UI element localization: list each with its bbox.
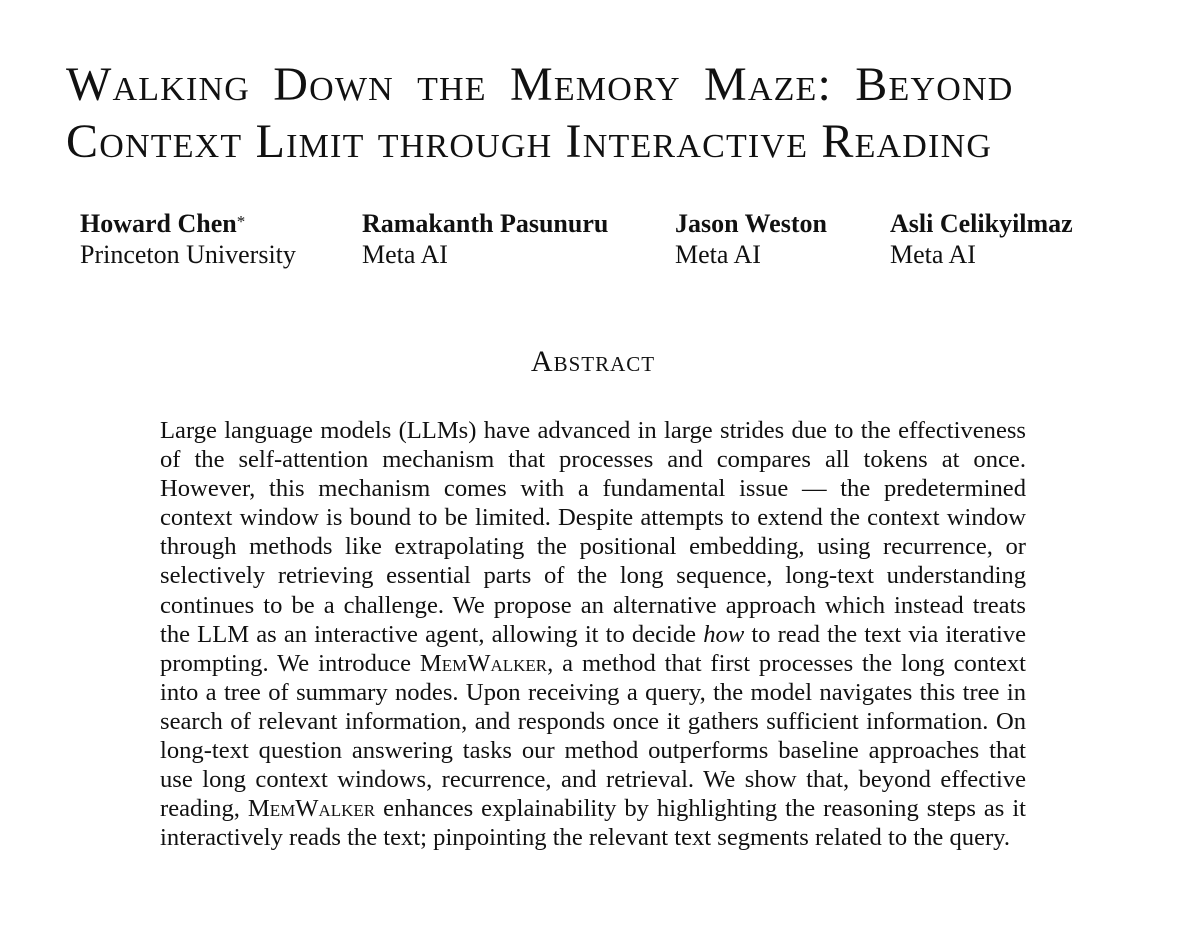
author-affiliation: Princeton University xyxy=(80,240,296,269)
emphasis-how: how xyxy=(703,620,745,648)
method-name: MemWalker xyxy=(419,649,548,677)
author-list xyxy=(0,208,1200,278)
author-affiliation: Meta AI xyxy=(675,240,761,269)
abstract-text: Large language models (LLMs) have advanced in large strides due to the effectiveness of the self-attention mechanism that processes and compares all tokens at once. However, this mechanism comes with a fundamental issue — the predetermined context window is bound to be limited. Despite attempts to extend the context window through methods like extrapolating the positional embedding, using recurrence, or selectively retrieving essential parts of the long sequence, long-text understanding continues to be a challenge. We propose an alternative approach which instead treats the LLM as an interactive agent, allowing it to decide how to read the text via iterative prompting. We introduce MemWalker, a method that first processes the long context into a tree of summary nodes. Upon receiving a query, the model navigates this tree in search of relevant information, and responds once it gathers sufficient information. On long-text question answering tasks our method outperforms baseline approaches that use long context windows, recurrence, and retrieval. We show that, beyond effective reading, MemWalker enhances explainability by highlighting the reasoning steps as it interactively reads the text; pinpointing the relevant text segments related to the query. xyxy=(160,417,1027,852)
author-name: Howard Chen* xyxy=(80,209,246,238)
paper-title xyxy=(66,56,1136,170)
author-affiliation: Meta AI xyxy=(890,240,976,269)
author-block xyxy=(80,208,296,270)
title-line-2: Context Limit through Interactive Reading xyxy=(66,115,993,168)
author-name: Ramakanth Pasunuru xyxy=(362,209,609,238)
footnote-marker: * xyxy=(236,212,246,231)
author-block xyxy=(362,208,608,270)
author-name: Jason Weston xyxy=(675,209,827,238)
author-block xyxy=(675,208,827,270)
author-block xyxy=(890,208,1073,270)
author-affiliation: Meta AI xyxy=(362,240,448,269)
title-line-1: Walking Down the Memory Maze: Beyond xyxy=(66,58,1014,111)
author-name: Asli Celikyilmaz xyxy=(890,209,1073,238)
abstract-heading: Abstract xyxy=(530,345,656,378)
method-name: MemWalker xyxy=(247,795,376,823)
